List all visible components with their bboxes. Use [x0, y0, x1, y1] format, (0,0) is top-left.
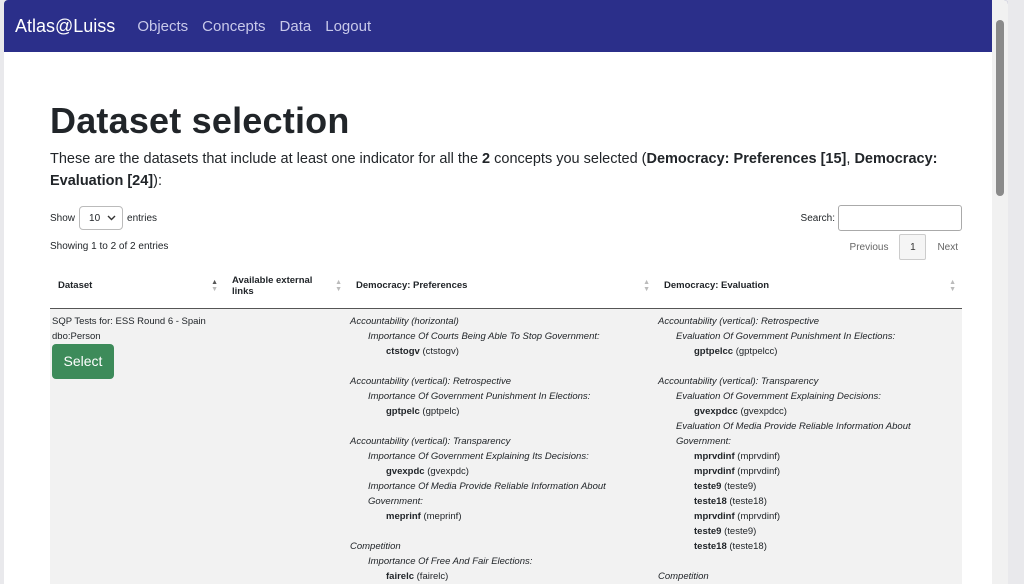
indicator-code: gvexpdcc	[694, 405, 738, 417]
concept-category: Competition	[350, 540, 401, 552]
indicator-alias: (teste9)	[724, 525, 757, 537]
indicator-item	[350, 509, 654, 524]
table-row	[50, 308, 962, 584]
header-preferences[interactable]	[348, 264, 656, 308]
intro-suffix: ):	[153, 173, 162, 189]
indicator-code: teste9	[694, 480, 722, 492]
entries-label: entries	[127, 212, 158, 224]
nav-link-concepts[interactable]: Concepts	[202, 17, 266, 35]
nav-link-data[interactable]: Data	[279, 17, 312, 35]
indicator-item	[658, 404, 960, 419]
indicator-item	[658, 509, 960, 524]
concept-group	[350, 539, 654, 584]
indicator-code: gptpelc	[386, 405, 420, 417]
question-label: Importance Of Government Punishment In Elections:	[368, 390, 591, 402]
header-dataset[interactable]	[50, 264, 224, 308]
table-info: Showing 1 to 2 of 2 entries	[50, 241, 169, 252]
nav-links	[123, 18, 371, 35]
indicator-code: ctstogv	[386, 345, 420, 357]
search-control	[801, 205, 962, 231]
search-label: Search:	[800, 212, 835, 224]
indicator-alias: (mprvdinf)	[737, 465, 781, 477]
indicator-alias: (gptpelc)	[422, 405, 460, 417]
scrollbar[interactable]	[992, 0, 1008, 584]
concept-group	[350, 374, 654, 419]
question-label: Importance Of Media Provide Reliable Information About Government:	[368, 480, 606, 507]
entries-select[interactable]	[79, 206, 123, 230]
indicator-code: mprvdinf	[694, 465, 735, 477]
sort-icon: ▲ ▼	[949, 278, 956, 293]
page-1-button[interactable]: 1	[899, 234, 926, 260]
indicator-item	[350, 404, 654, 419]
sort-icon: ▲ ▼	[643, 278, 650, 293]
intro-prefix: These are the datasets that include at least one indicator for all the	[50, 151, 483, 167]
indicator-item	[658, 344, 960, 359]
header-evaluation[interactable]	[656, 264, 962, 308]
concept-category: Accountability (vertical): Transparency	[350, 435, 511, 447]
indicator-item	[658, 539, 960, 554]
question-label: Evaluation Of Government Explaining Decisions:	[676, 390, 881, 402]
question-label: Importance Of Government Explaining Its Decisions:	[368, 450, 589, 462]
indicator-alias: (gvexpdcc)	[740, 405, 787, 417]
question-label: Evaluation Of Government Punishment In Elections:	[676, 330, 896, 342]
indicator-code: mprvdinf	[694, 450, 735, 462]
indicator-item	[658, 464, 960, 479]
intro-mid: concepts you selected (	[490, 151, 647, 167]
indicator-alias: (fairelc)	[416, 570, 449, 582]
show-label: Show	[50, 212, 76, 224]
page-title: Dataset selection	[50, 100, 350, 141]
question-label: Importance Of Courts Being Able To Stop Government:	[368, 330, 600, 342]
concept-group	[658, 314, 960, 359]
indicator-alias: (teste18)	[729, 495, 767, 507]
concept-category: Accountability (vertical): Retrospective	[350, 375, 512, 387]
indicator-code: mprvdinf	[694, 510, 735, 522]
indicator-code: teste18	[694, 495, 727, 507]
pagination	[850, 234, 958, 260]
indicator-alias: (gvexpdc)	[427, 465, 469, 477]
browser-page	[4, 0, 1008, 584]
intro-sep: ,	[846, 151, 855, 167]
indicator-item	[350, 569, 654, 584]
scrollbar-thumb[interactable]	[996, 20, 1004, 196]
next-button[interactable]: Next	[937, 241, 958, 253]
concept-count: 2	[482, 151, 491, 167]
sort-icon: ▲ ▼	[335, 278, 342, 293]
indicator-alias: (gptpelcc)	[735, 345, 778, 357]
nav-link-logout[interactable]: Logout	[325, 17, 372, 35]
navbar	[4, 0, 1008, 52]
indicator-code: teste9	[694, 525, 722, 537]
external-links-cell	[224, 308, 348, 584]
concept-2: Democracy: Evaluation [24]	[50, 151, 938, 189]
header-external-links[interactable]	[224, 264, 348, 308]
indicator-item	[658, 479, 960, 494]
evaluation-cell	[656, 308, 962, 584]
indicator-code: gptpelcc	[694, 345, 734, 357]
indicator-item	[658, 449, 960, 464]
entries-length-control	[50, 206, 157, 230]
question-label: Importance Of Free And Fair Elections:	[368, 555, 533, 567]
concept-group	[658, 374, 960, 554]
dataset-type: dbo:Person	[52, 330, 101, 342]
sort-asc-icon: ▲ ▼	[211, 278, 218, 293]
brand-link[interactable]: Atlas@Luiss	[15, 15, 116, 36]
previous-button[interactable]: Previous	[849, 241, 889, 253]
indicator-alias: (teste18)	[729, 540, 767, 552]
indicator-alias: (mprvdinf)	[737, 510, 781, 522]
indicator-alias: (teste9)	[724, 480, 757, 492]
search-input[interactable]	[838, 205, 962, 231]
indicator-code: fairelc	[386, 570, 414, 582]
header-dataset-label: Dataset	[58, 280, 93, 292]
chevron-down-icon	[107, 215, 116, 221]
indicator-alias: (meprinf)	[423, 510, 462, 522]
dataset-name: SQP Tests for: ESS Round 6 - Spain	[52, 315, 206, 327]
dataset-cell	[50, 308, 224, 584]
concept-category: Accountability (horizontal)	[350, 315, 459, 327]
indicator-code: teste18	[694, 540, 727, 552]
preferences-cell	[348, 308, 656, 584]
intro-text	[50, 148, 950, 192]
datasets-table	[50, 264, 962, 584]
indicator-alias: (mprvdinf)	[737, 450, 781, 462]
concept-group	[350, 314, 654, 359]
question-label: Evaluation Of Media Provide Reliable Information About Government:	[676, 420, 911, 447]
nav-link-objects[interactable]: Objects	[137, 17, 189, 35]
header-external-links-label: Available external links	[232, 274, 313, 297]
header-preferences-label: Democracy: Preferences	[356, 280, 468, 292]
indicator-alias: (ctstogv)	[422, 345, 459, 357]
concept-group	[658, 569, 960, 584]
entries-value: 10	[89, 212, 101, 224]
table-header-row	[50, 264, 962, 308]
concept-category: Accountability (vertical): Transparency	[658, 375, 819, 387]
header-evaluation-label: Democracy: Evaluation	[664, 280, 770, 292]
indicator-code: gvexpdc	[386, 465, 425, 477]
indicator-item	[658, 494, 960, 509]
indicator-code: meprinf	[386, 510, 421, 522]
concept-group	[350, 434, 654, 524]
indicator-item	[658, 524, 960, 539]
concept-category: Accountability (vertical): Retrospective	[658, 315, 820, 327]
concept-category: Competition	[658, 570, 709, 582]
concept-1: Democracy: Preferences [15]	[646, 151, 847, 167]
select-button[interactable]: Select	[52, 344, 114, 379]
indicator-item	[350, 344, 654, 359]
indicator-item	[350, 464, 654, 479]
